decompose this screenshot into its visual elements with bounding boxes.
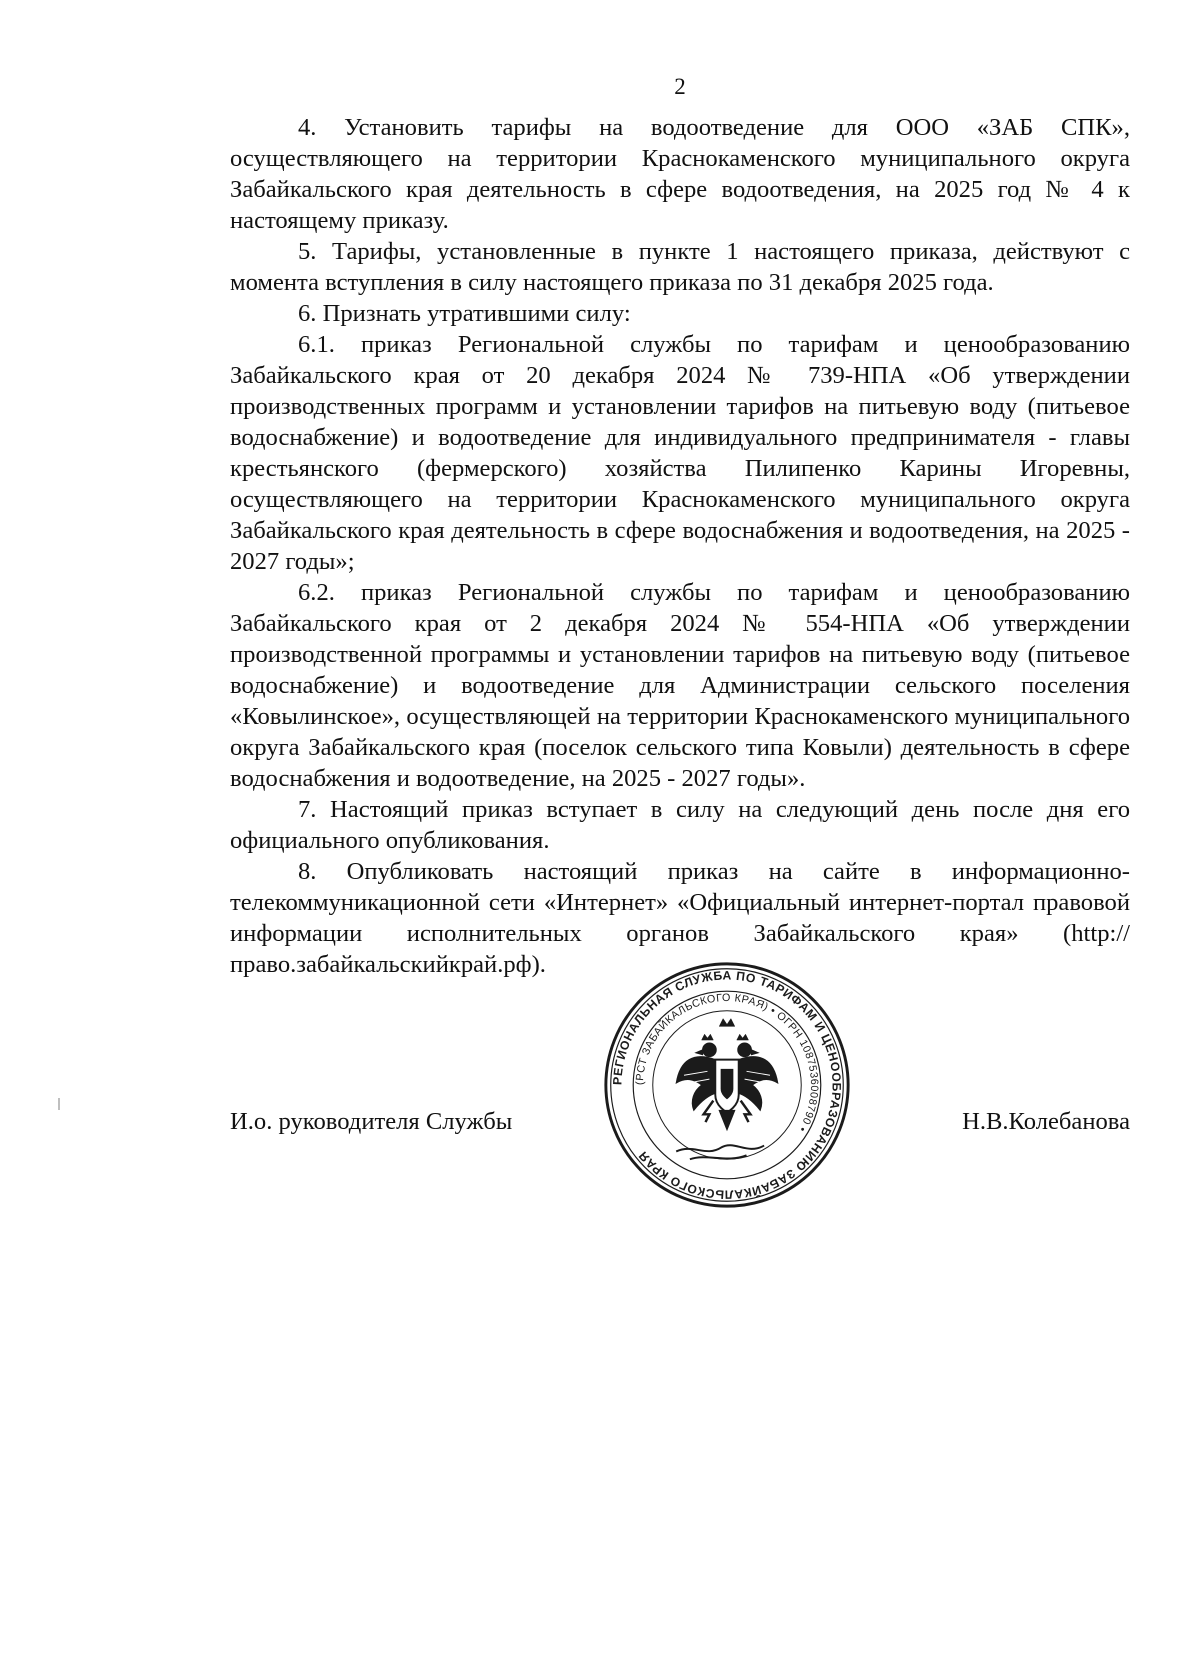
document-body: [230, 112, 1130, 980]
official-seal: [600, 958, 854, 1212]
paragraph-6-2: 6.2. приказ Региональной службы по тарифам и ценообразованию Забайкальского края от 2 декабря 2024 № 554-НПА «Об утверждении производственной программы и установлении тарифов на питьевую воду (питьевое водоснабжение) и водоотведение для Администрации сельского поселения «Ковылинское», осуществляющей на территории Краснокаменского муниципального округа Забайкальского края (поселок сельского типа Ковыли) деятельность в сфере водоснабжения и водоотведение, на 2025 - 2027 годы».: [230, 579, 1130, 792]
paragraph-8: 8. Опубликовать настоящий приказ на сайте в информационно-телекоммуникационной сети «Интернет» «Официальный интернет-портал правовой информации исполнительных органов Забайкальского края» (http://право.забайкальскийкрай.рф).: [230, 858, 1130, 978]
paragraph-6: 6. Признать утратившими силу:: [298, 300, 631, 327]
seal-inner-text: (РСТ ЗАБАЙКАЛЬСКОГО КРАЯ) • ОГРН 1087536008790 •: [633, 991, 821, 1135]
signature-block: [230, 1108, 1130, 1148]
margin-mark: [58, 1098, 60, 1110]
paragraph-7: 7. Настоящий приказ вступает в силу на следующий день после дня его официального опубликования.: [230, 796, 1130, 854]
page-number: 2: [674, 74, 686, 99]
paragraph-6-1: 6.1. приказ Региональной службы по тарифам и ценообразованию Забайкальского края от 20 декабря 2024 № 739-НПА «Об утверждении производственных программ и установлении тарифов на питьевую воду (питьевое водоснабжение) и водоотведение для индивидуального предпринимателя - главы крестьянского (фермерского) хозяйства Пилипенко Карины Игоревны, осуществляющего на территории Краснокаменского муниципального округа Забайкальского края деятельность в сфере водоснабжения и водоотведения, на 2025 - 2027 годы»;: [230, 331, 1130, 575]
signatory-name: Н.В.Колебанова: [962, 1108, 1130, 1135]
paragraph-4: 4. Установить тарифы на водоотведение для ООО «ЗАБ СПК», осуществляющего на территории Краснокаменского муниципального округа Забайкальского края деятельность в сфере водоотведения, на 2025 год № 4 к настоящему приказу.: [230, 114, 1130, 234]
signatory-position: И.о. руководителя Службы: [230, 1108, 513, 1135]
seal-outer-text: РЕГИОНАЛЬНАЯ СЛУЖБА ПО ТАРИФАМ И ЦЕНООБРАЗОВАНИЮ ЗАБАЙКАЛЬСКОГО КРАЯ: [610, 968, 844, 1202]
paragraph-5: 5. Тарифы, установленные в пункте 1 настоящего приказа, действуют с момента вступления в силу настоящего приказа по 31 декабря 2025 года.: [230, 238, 1130, 296]
